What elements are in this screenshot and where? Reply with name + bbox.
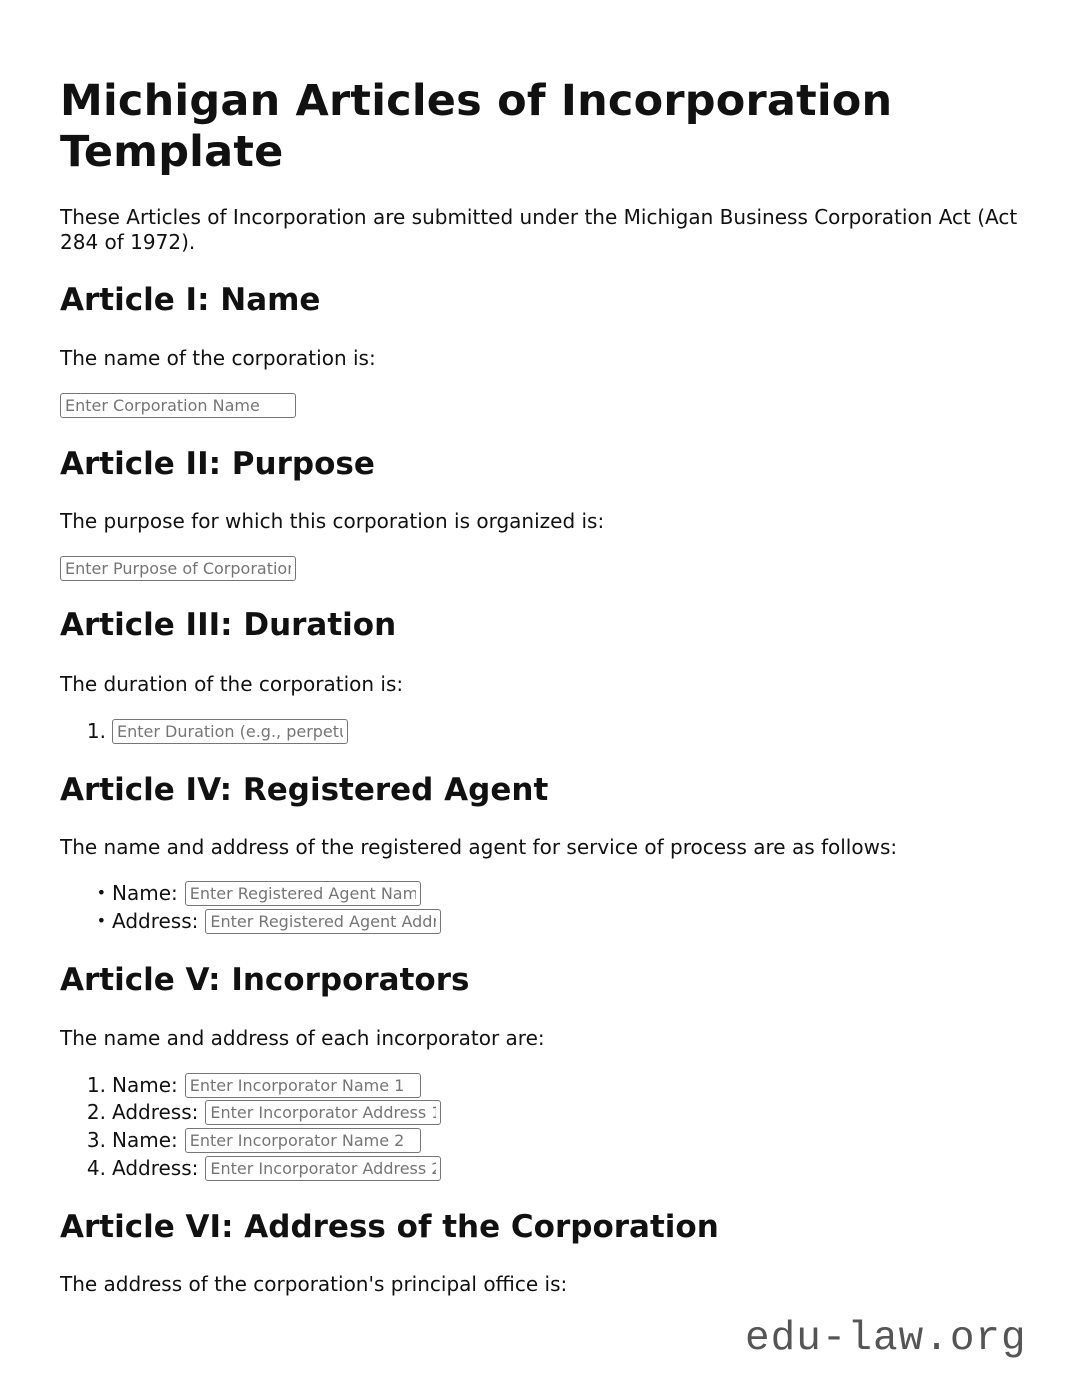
list-marker: 3. xyxy=(86,1128,106,1152)
article-5-heading: Article V: Incorporators xyxy=(60,962,470,998)
field-label: Name: xyxy=(112,1128,178,1152)
corporation-name-input[interactable] xyxy=(60,393,296,418)
article-3-heading: Article III: Duration xyxy=(60,607,397,643)
incorporator-item xyxy=(60,1099,441,1125)
incorporator-item xyxy=(60,1127,421,1153)
incorporator-address-2-input[interactable] xyxy=(205,1156,441,1181)
list-marker: 2. xyxy=(86,1100,106,1124)
bullet-icon: • xyxy=(96,883,106,902)
registered-agent-name-item xyxy=(60,880,421,906)
article-2-text: The purpose for which this corporation is organized is: xyxy=(60,509,605,533)
watermark: edu-law.org xyxy=(745,1316,1027,1362)
incorporator-item xyxy=(60,1155,441,1181)
article-5-text: The name and address of each incorporator are: xyxy=(60,1026,545,1050)
incorporator-address-1-input[interactable] xyxy=(205,1100,441,1125)
incorporator-name-1-input[interactable] xyxy=(185,1073,421,1098)
article-2-heading: Article II: Purpose xyxy=(60,446,375,482)
field-label: Address: xyxy=(112,909,199,933)
article-4-heading: Article IV: Registered Agent xyxy=(60,772,549,808)
article-1-text: The name of the corporation is: xyxy=(60,346,376,370)
field-label: Name: xyxy=(112,1073,178,1097)
intro-paragraph: These Articles of Incorporation are submitted under the Michigan Business Corporation Act (Act 284 of 1972). xyxy=(60,205,1018,254)
registered-agent-name-input[interactable] xyxy=(185,881,421,906)
duration-list-item xyxy=(60,718,348,744)
article-4-text: The name and address of the registered agent for service of process are as follows: xyxy=(60,835,898,859)
list-marker: 1. xyxy=(86,1073,106,1097)
field-label: Address: xyxy=(112,1100,199,1124)
corporation-purpose-input[interactable] xyxy=(60,556,296,581)
field-label: Name: xyxy=(112,881,178,905)
incorporator-name-2-input[interactable] xyxy=(185,1128,421,1153)
list-marker: 1. xyxy=(86,719,106,743)
registered-agent-address-item xyxy=(60,908,441,934)
incorporator-item xyxy=(60,1072,421,1098)
page-title: Michigan Articles of Incorporation Template xyxy=(60,76,893,177)
registered-agent-address-input[interactable] xyxy=(205,909,441,934)
article-3-text: The duration of the corporation is: xyxy=(60,672,404,696)
duration-input[interactable] xyxy=(112,719,348,744)
field-label: Address: xyxy=(112,1156,199,1180)
bullet-icon: • xyxy=(96,911,106,930)
article-1-heading: Article I: Name xyxy=(60,282,321,318)
list-marker: 4. xyxy=(86,1156,106,1180)
article-6-text: The address of the corporation's principal office is: xyxy=(60,1272,568,1296)
article-6-heading: Article VI: Address of the Corporation xyxy=(60,1209,719,1245)
